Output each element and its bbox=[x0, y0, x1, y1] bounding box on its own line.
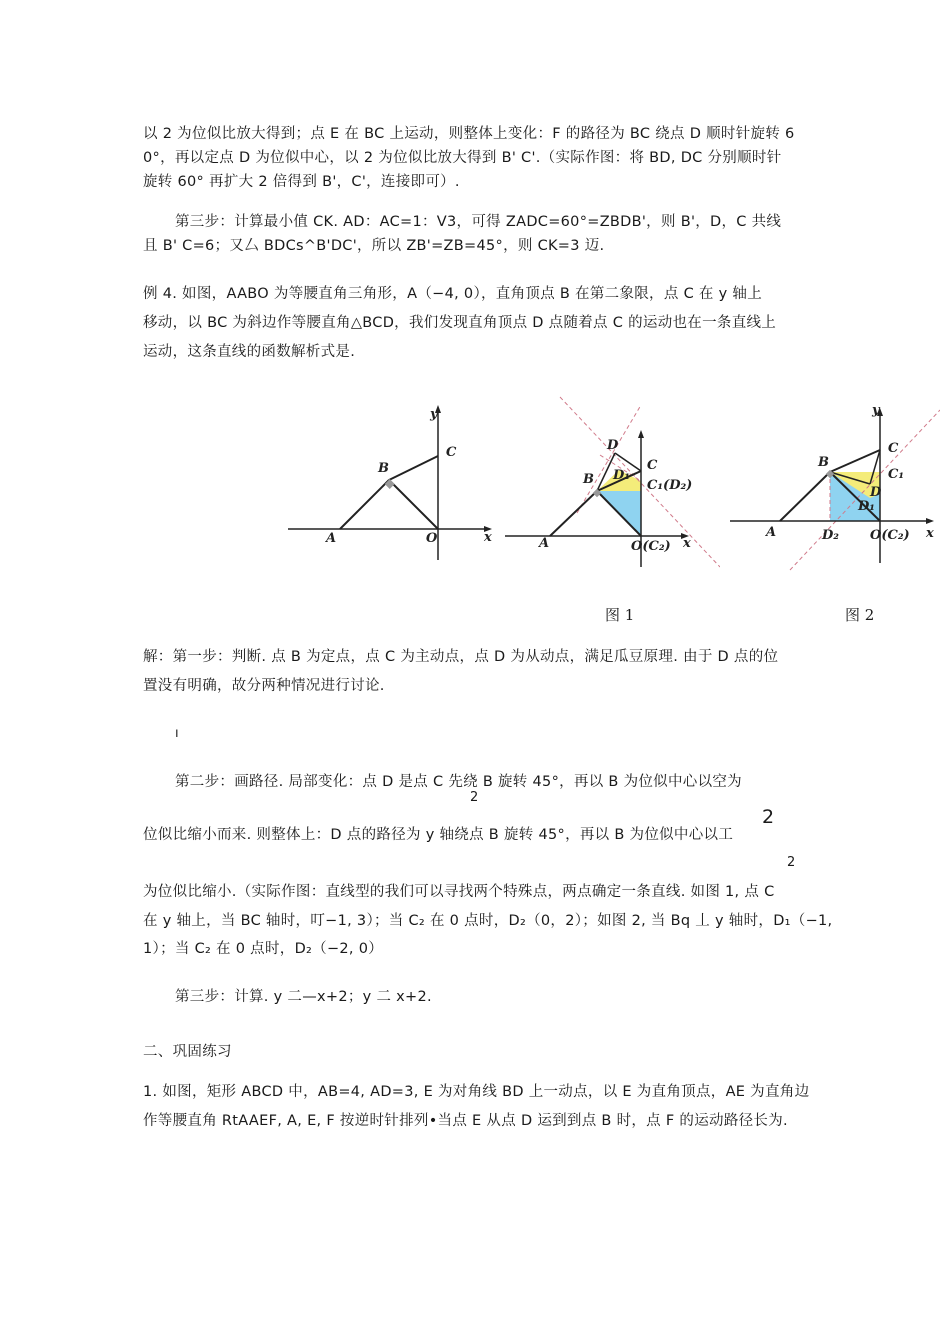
text-line: 第三步：计算. y 二—x+2；y 二 x+2. bbox=[175, 989, 432, 1005]
label-x: x bbox=[683, 536, 691, 551]
text-line: 解：第一步：判断. 点 B 为定点，点 C 为主动点，点 D 为从动点，满足瓜豆原理. 由于 D 点的位 bbox=[143, 649, 779, 665]
text-line: 例 4. 如图，AABO 为等腰直角三角形，A（−4, 0），直角顶点 B 在第二象限，点 C 在 y 轴上 bbox=[143, 286, 763, 302]
text-line: 1. 如图，矩形 ABCD 中，AB=4, AD=3, E 为对角线 BD 上一动点，以 E 为直角顶点，AE 为直角边 bbox=[143, 1084, 810, 1100]
label-C: C bbox=[647, 458, 658, 473]
text-line: 位似比缩小而来. 则整体上：D 点的路径为 y 轴绕点 B 旋转 45°，再以 B 为位似中心以工 bbox=[143, 827, 734, 843]
text-line: 移动，以 BC 为斜边作等腰直角△BCD，我们发现直角顶点 D 点随着点 C 的运动也在一条直线上 bbox=[143, 315, 777, 331]
label-D: D bbox=[870, 485, 882, 500]
label-A: A bbox=[326, 531, 337, 546]
text-line: 以 2 为位似比放大得到；点 E 在 BC 上运动，则整体上变化：F 的路径为 BC 绕点 D 顺时针旋转 6 bbox=[143, 126, 795, 142]
label-O: O bbox=[426, 531, 438, 546]
text-line: 第三步：计算最小值 CK. AD：AC=1：V3，可得 ZADC=60°=ZBDB'，则 B'，D，C 共线 bbox=[175, 214, 782, 230]
section-heading: 二、巩固练习 bbox=[143, 1044, 232, 1060]
label-D2: D₂ bbox=[822, 528, 839, 543]
text-line: 为位似比缩小.（实际作图：直线型的我们可以寻找两个特殊点，两点确定一条直线. 如图 1, 点 C bbox=[143, 884, 775, 900]
stray-mark: ı bbox=[175, 726, 179, 741]
label-D1: D₁ bbox=[858, 499, 875, 514]
label-B: B bbox=[583, 472, 594, 487]
label-C: C bbox=[446, 445, 457, 460]
label-A: A bbox=[766, 525, 777, 540]
text-line: 作等腰直角 RtAAEF, A, E, F 按逆时针排列•当点 E 从点 D 运到到点 B 时，点 F 的运动路径长为. bbox=[143, 1113, 788, 1129]
figure-1 bbox=[505, 395, 720, 570]
label-C1D2: C₁(D₂) bbox=[647, 478, 693, 493]
text-line: 在 y 轴上，当 BC 轴时，叮−1, 3）；当 C₂ 在 0 点时，D₂（0，2）；如图 2, 当 Bq 丄 y 轴时，D₁（−1, bbox=[143, 913, 833, 929]
label-OC2: O(C₂) bbox=[870, 528, 910, 543]
figure-1-caption: 图 1 bbox=[605, 606, 635, 624]
figure-basic bbox=[288, 400, 498, 565]
label-x: x bbox=[484, 530, 492, 545]
label-x: x bbox=[926, 526, 934, 541]
fraction-digit: 2 bbox=[470, 790, 479, 805]
text-line: 置没有明确，故分两种情况进行讨论. bbox=[143, 678, 385, 694]
label-y: y bbox=[430, 407, 438, 422]
label-B: B bbox=[818, 455, 829, 470]
text-line: 第二步：画路径. 局部变化：点 D 是点 C 先绕 B 旋转 45°，再以 B 为位似中心以空为 bbox=[175, 774, 742, 790]
label-OC2: O(C₂) bbox=[631, 539, 671, 554]
text-line: 0°，再以定点 D 为位似中心，以 2 为位似比放大得到 B' C'.（实际作图：将 BD, DC 分别顺时针 bbox=[143, 150, 782, 166]
text-line: 1）；当 C₂ 在 0 点时，D₂（−2, 0） bbox=[143, 941, 384, 957]
text-line: 运动，这条直线的函数解析式是. bbox=[143, 344, 356, 360]
label-A: A bbox=[539, 536, 550, 551]
label-y: y bbox=[872, 403, 880, 418]
figure-2 bbox=[730, 398, 940, 573]
label-D: D bbox=[607, 438, 619, 453]
label-C: C bbox=[888, 441, 899, 456]
label-B: B bbox=[378, 461, 389, 476]
label-C1: C₁ bbox=[888, 467, 905, 482]
text-line: 且 B' C=6；又厶 BDCs^B'DC'，所以 ZB'=ZB=45°，则 CK=3 迈. bbox=[143, 238, 605, 254]
label-D1: D₁ bbox=[613, 468, 630, 483]
fraction-digit: 2 bbox=[762, 806, 775, 828]
figure-2-caption: 图 2 bbox=[845, 606, 875, 624]
fraction-digit: 2 bbox=[787, 855, 796, 870]
text-line: 旋转 60° 再扩大 2 倍得到 B'，C'，连接即可）. bbox=[143, 174, 460, 190]
